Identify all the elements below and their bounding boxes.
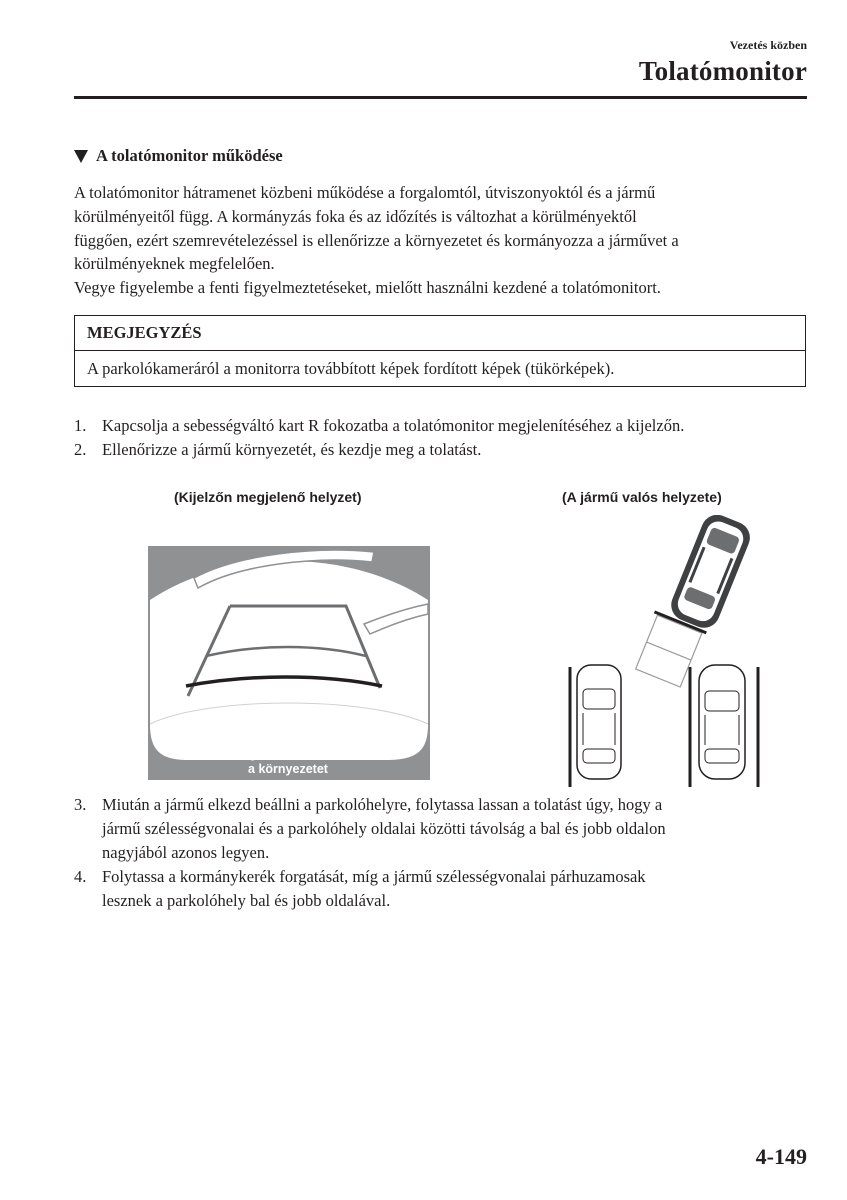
parked-car-right [699, 665, 745, 779]
paragraph-line: körülményeknek megfelelően. [74, 254, 275, 274]
step-text: Ellenőrizze a jármű környezetét, és kezdje meg a tolatást. [102, 440, 482, 459]
page-title: Tolatómonitor [638, 56, 807, 86]
step-text-line: jármű szélességvonalai és a parkolóhely oldalai közötti távolság a bal és jobb oldalon [102, 819, 666, 838]
header-rule [74, 96, 807, 99]
triangle-down-icon [74, 150, 88, 163]
step-text-line: Folytassa a kormánykerék forgatását, míg a jármű szélességvonalai párhuzamosak [102, 867, 646, 886]
list-item [74, 793, 814, 865]
step-list [74, 793, 814, 913]
step-number: 3. [74, 795, 87, 814]
step-text [102, 793, 666, 865]
step-number: 4. [74, 867, 87, 886]
screen-warning-line: A biztonság érdekében ellenőrizze [186, 747, 390, 761]
camera-screen-illustration [148, 546, 430, 780]
note-title: MEGJEGYZÉS [75, 316, 805, 351]
reversing-car [666, 515, 754, 633]
section-heading [74, 146, 283, 166]
step-list [74, 414, 814, 462]
paragraph-line: Vegye figyelembe a fenti figyelmeztetéseket, mielőtt használni kezdené a tolatómonitort. [74, 278, 661, 298]
screen-warning-line: a környezetet [248, 762, 328, 776]
page-number: 4-149 [755, 1144, 807, 1169]
list-item [74, 438, 814, 462]
paragraph-line: A tolatómonitor hátramenet közbeni működése a forgalomtól, útviszonyoktól és a jármű [74, 183, 656, 202]
header-section: Vezetés közben [729, 38, 807, 52]
list-item [74, 414, 814, 438]
screen-warning [152, 747, 424, 777]
screen-view-area [150, 561, 428, 760]
paragraph-line: körülményeitől függ. A kormányzás foka és az időzítés is változhat a körülményektől [74, 206, 637, 226]
step-text: Kapcsolja a sebességváltó kart R fokozatba a tolatómonitor megjelenítéséhez a kijelzőn. [102, 416, 685, 435]
step-number: 1. [74, 416, 87, 435]
note-box [74, 315, 806, 387]
note-body: A parkolókameráról a monitorra továbbított képek fordított képek (tükörképek). [87, 359, 615, 378]
vehicle-position-illustration [560, 515, 770, 790]
step-text [102, 865, 646, 913]
parked-car-left [577, 665, 621, 779]
figure-caption-left: (Kijelzőn megjelenő helyzet) [174, 489, 362, 505]
intro-paragraph [74, 181, 809, 300]
paragraph-line: függően, ezért szemrevételezéssel is ellenőrizze a környezetet és kormányozza a járművet a [74, 230, 679, 250]
step-number: 2. [74, 440, 87, 459]
section-heading-text: A tolatómonitor működése [96, 146, 283, 165]
figure-caption-right: (A jármű valós helyzete) [562, 489, 722, 505]
list-item [74, 865, 814, 913]
step-text-line: Miután a jármű elkezd beállni a parkolóhelyre, folytassa lassan a tolatást úgy, hogy a [102, 795, 663, 814]
step-text-line: lesznek a parkolóhely bal és jobb oldalával. [102, 891, 391, 910]
step-text-line: nagyjából azonos legyen. [102, 843, 270, 862]
